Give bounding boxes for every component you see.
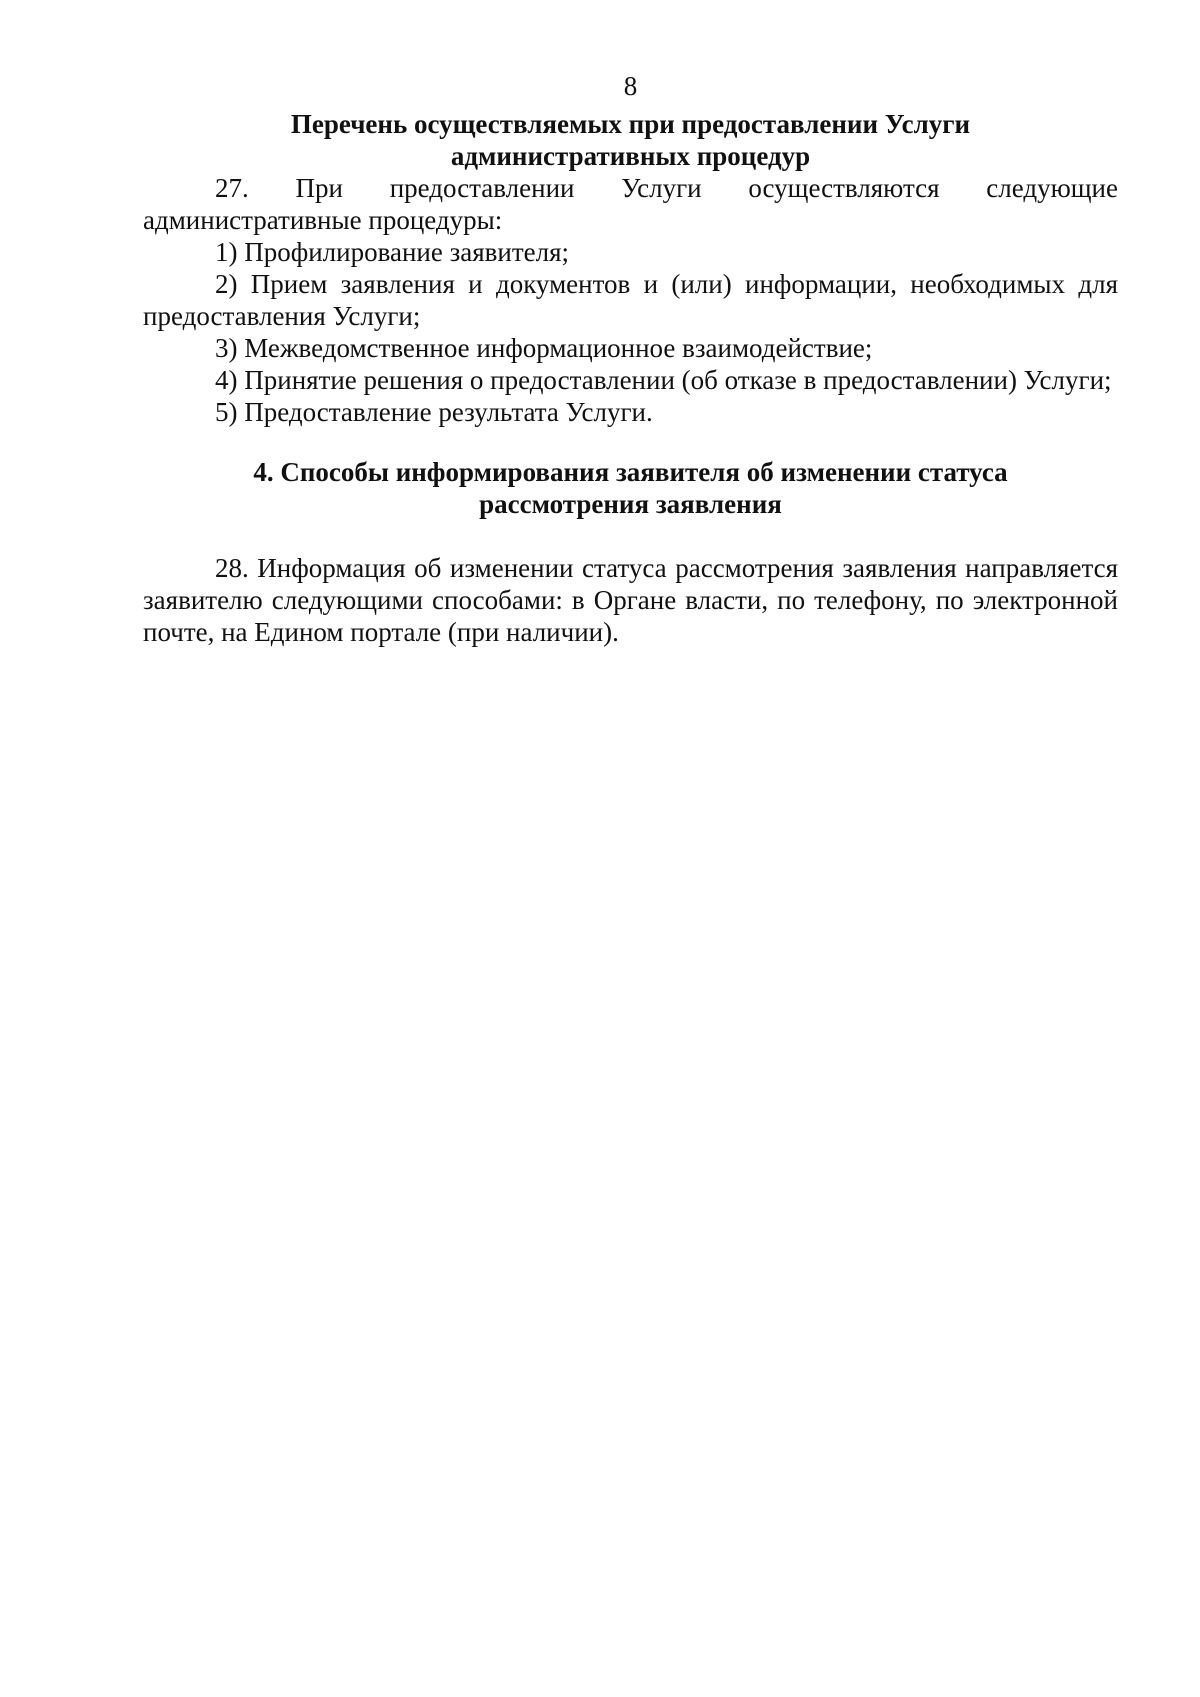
list-item: 1) Профилирование заявителя; bbox=[215, 237, 570, 267]
heading-line-2: рассмотрения заявления bbox=[479, 489, 782, 519]
paragraph-27: 27. При предоставлении Услуги осуществляются следующие административные процедуры: bbox=[143, 173, 1118, 235]
document-page bbox=[143, 70, 1118, 648]
heading-line-1: 4. Способы информирования заявителя об изменении статуса bbox=[253, 457, 1008, 487]
list-item: 5) Предоставление результата Услуги. bbox=[215, 397, 653, 427]
list-item: 2) Прием заявления и документов и (или) информации, необходимых для предоставления Услуги; bbox=[143, 269, 1118, 331]
section-heading-procedures bbox=[143, 108, 1118, 172]
page-number: 8 bbox=[623, 71, 638, 101]
paragraph-28: 28. Информация об изменении статуса рассмотрения заявления направляется заявителю следующими способами: в Органе власти, по телефону, по электронной почте, на Едином портале (при наличии). bbox=[143, 553, 1118, 647]
list-item: 4) Принятие решения о предоставлении (об отказе в предоставлении) Услуги; bbox=[215, 365, 1112, 395]
procedures-list bbox=[143, 172, 1118, 428]
list-item: 3) Межведомственное информационное взаимодействие; bbox=[215, 333, 873, 363]
heading-line-2: административных процедур bbox=[450, 141, 811, 171]
heading-line-1: Перечень осуществляемых при предоставлении Услуги bbox=[290, 109, 971, 139]
section-heading-4 bbox=[143, 456, 1118, 520]
